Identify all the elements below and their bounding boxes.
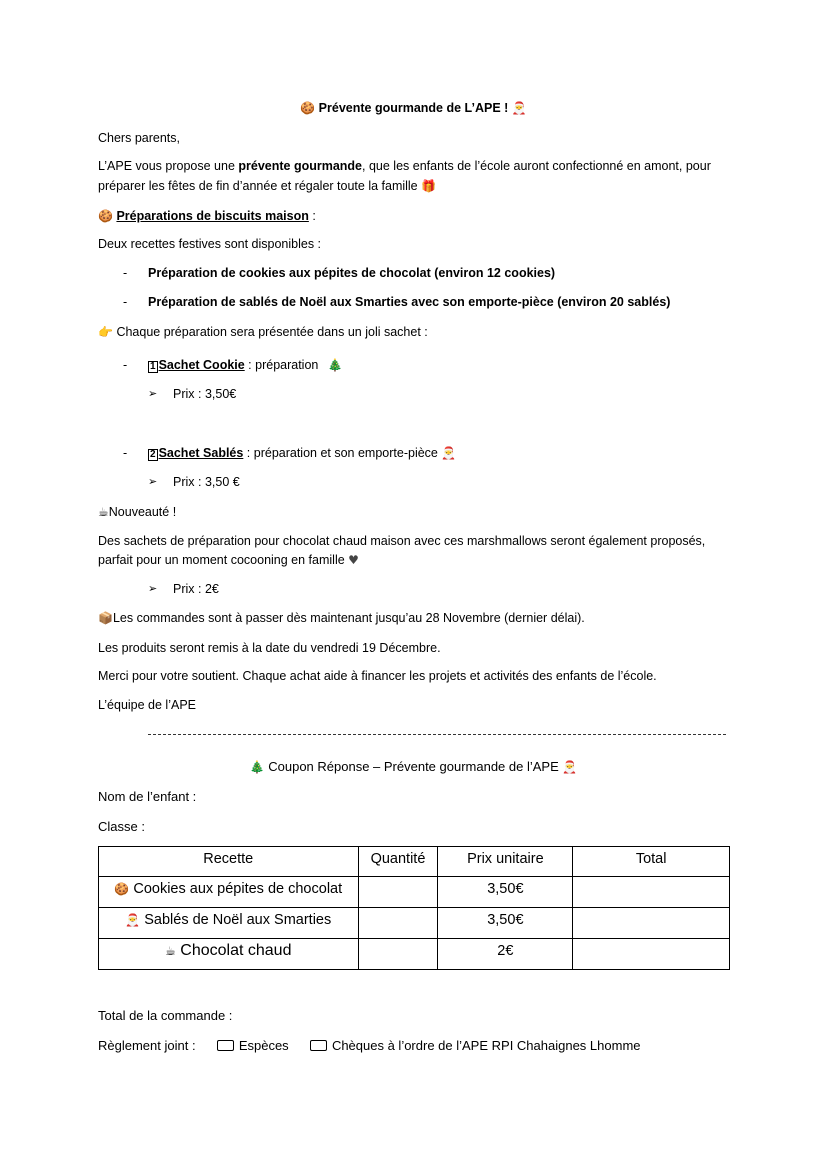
delivery-date: Les produits seront remis à la date du vendredi 19 Décembre. [98,641,441,655]
christmas-tree-icon: 🎄 [327,358,343,372]
santa-icon: 🎅 [562,760,578,774]
christmas-tree-icon: 🎄 [249,760,265,774]
payment-label: Règlement joint : [98,1038,196,1053]
coupon-title [0,759,827,775]
recipe-name: Chocolat chaud [180,942,292,959]
orders-text: Les commandes sont à passer dès maintenant jusqu’au 28 Novembre (dernier délai). [112,611,585,625]
page-title [0,100,827,116]
heart-icon: ♥ [348,553,359,567]
sachet-name: Sachet Sablés [158,446,244,460]
pointing-hand-icon: 👉 [98,325,113,339]
table-row [99,877,730,908]
arrow-bullet-icon: ➢ [148,582,158,595]
new-item-desc-2 [98,552,359,568]
total-cell[interactable] [573,939,730,970]
cut-line-divider [148,734,726,735]
list-item: Préparation de sablés de Noël aux Smarties avec son emporte-pièce (environ 20 sablés) [148,295,671,309]
total-cell[interactable] [573,877,730,908]
payment-option-cheques: Chèques à l’ordre de l’APE RPI Chahaignes Lhomme [331,1038,641,1053]
cookie-icon: 🍪 [114,882,130,896]
sachet-cookie-price: Prix : 3,50€ [173,387,237,401]
quantity-cell[interactable] [358,877,438,908]
payment-row [98,1038,641,1054]
table-header-row [99,847,730,877]
section-heading-biscuits [98,208,316,224]
santa-icon: 🎅 [441,446,457,460]
new-item-desc-text: parfait pour un moment cocooning en famille [98,553,345,567]
section-heading-text: Préparations de biscuits maison [116,209,309,223]
keycap-two-icon: 2 [150,449,156,460]
list-bullet: - [123,266,128,280]
recipe-cell [99,939,359,970]
coupon-title-text: Coupon Réponse – Prévente gourmande de l’APE [268,759,559,774]
sachet-desc: : préparation et son emporte-pièce [243,446,438,460]
sachet-cookie-item [148,357,343,373]
header-quantite: Quantité [358,847,438,877]
arrow-bullet-icon: ➢ [148,475,158,488]
checkbox-cheques[interactable] [310,1040,327,1051]
title-text: Prévente gourmande de L’APE ! [318,101,509,115]
new-item-price: Prix : 2€ [173,582,219,596]
list-bullet: - [123,358,128,372]
list-bullet: - [123,295,128,309]
child-name-field[interactable]: Nom de l’enfant : [98,789,197,804]
signature: L’équipe de l’APE [98,698,196,712]
sachet-sables-price: Prix : 3,50 € [173,475,240,489]
orders-deadline [98,610,585,626]
checkbox-especes[interactable] [217,1040,234,1051]
cookie-icon: 🍪 [98,209,113,223]
keycap-one-icon: 1 [150,361,156,372]
list-bullet: - [123,446,128,460]
sachet-intro [98,324,428,340]
cookie-icon: 🍪 [300,101,316,115]
recipes-intro: Deux recettes festives sont disponibles : [98,237,322,251]
recipe-cell [99,877,359,908]
recipe-name: Sablés de Noël aux Smarties [144,912,332,928]
sachet-sables-item [148,445,456,461]
quantity-cell[interactable] [358,939,438,970]
intro-text: L’APE vous propose une [98,159,239,173]
intro-line-1 [98,158,711,174]
new-item-heading [98,504,176,520]
recipe-name: Cookies aux pépites de chocolat [133,881,343,897]
new-item-label: Nouveauté ! [108,505,177,519]
recipe-cell [99,908,359,939]
total-cell[interactable] [573,908,730,939]
hot-beverage-icon: ☕ [98,505,109,519]
order-table [98,846,730,970]
santa-icon: 🎅 [511,101,527,115]
table-row [99,939,730,970]
sachet-name: Sachet Cookie [158,358,245,372]
intro-line-2 [98,178,436,194]
new-item-desc-1: Des sachets de préparation pour chocolat chaud maison avec ces marshmallows seront également proposés, [98,534,706,548]
sachet-desc: : préparation [244,358,319,372]
header-total: Total [573,847,730,877]
order-total-field[interactable]: Total de la commande : [98,1008,233,1023]
unit-price-cell: 3,50€ [438,908,573,939]
class-field[interactable]: Classe : [98,819,145,834]
intro-bold: prévente gourmande [238,159,363,173]
payment-option-especes: Espèces [238,1038,289,1053]
gift-icon: 🎁 [421,179,437,193]
quantity-cell[interactable] [358,908,438,939]
santa-icon: 🎅 [125,913,141,927]
thanks-text: Merci pour votre soutient. Chaque achat aide à financer les projets et activités des enfants de l’école. [98,669,657,683]
greeting: Chers parents, [98,131,180,145]
arrow-bullet-icon: ➢ [148,387,158,400]
sachet-intro-text: Chaque préparation sera présentée dans un joli sachet : [116,325,428,339]
table-row [99,908,730,939]
list-item: Préparation de cookies aux pépites de chocolat (environ 12 cookies) [148,266,556,280]
intro-text-cont: , que les enfants de l’école auront confectionné en amont, pour [362,159,711,173]
heading-suffix: : [308,209,316,223]
unit-price-cell: 3,50€ [438,877,573,908]
intro-text-2: préparer les fêtes de fin d’année et régaler toute la famille [98,179,418,193]
hot-beverage-icon: ☕ [165,944,176,958]
header-prix-unitaire: Prix unitaire [438,847,573,877]
header-recette: Recette [99,847,359,877]
package-icon: 📦 [98,611,113,625]
unit-price-cell: 2€ [438,939,573,970]
